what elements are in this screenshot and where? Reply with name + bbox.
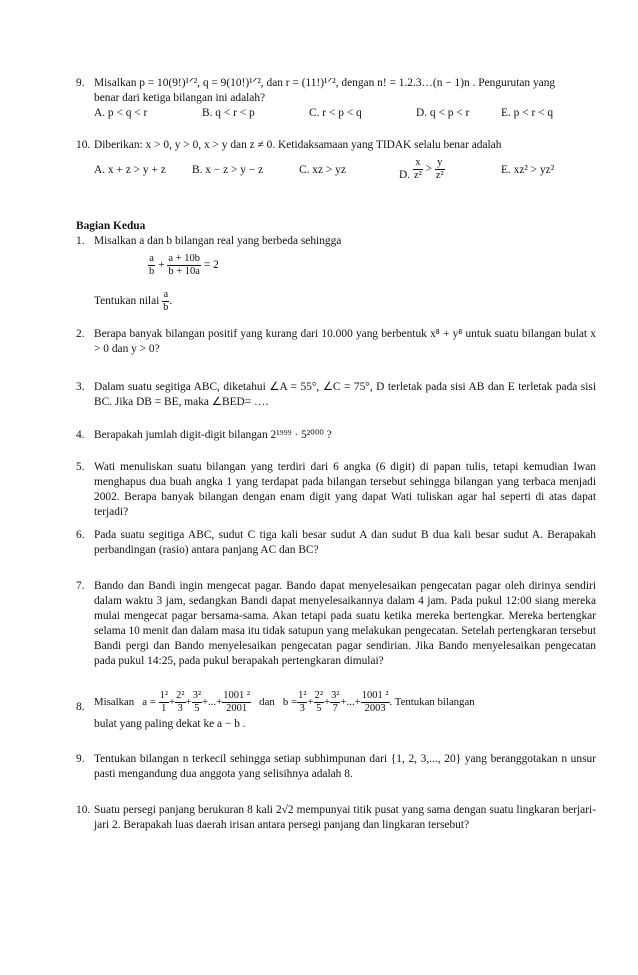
section-title: Bagian Kedua bbox=[76, 220, 146, 232]
question-number: 9. bbox=[76, 77, 85, 89]
option-b: B. x − z > y − z bbox=[192, 164, 264, 176]
part2-question-1 bbox=[76, 234, 596, 314]
equation: $\frac{a}{b}$ + $\frac{a + 10b}{b + 10a}$ = 2 bbox=[149, 253, 219, 277]
option-b: B. q < r < p bbox=[202, 107, 255, 119]
question-text: bulat yang paling dekat ke a − b . bbox=[94, 718, 246, 730]
question-number: 8. bbox=[76, 701, 85, 713]
question-text: Pada suatu segitiga ABC, sudut C tiga kali besar sudut A dan sudut B dua kali besar sudut A. Berapakah perbandingan (rasio) antara panjang AC dan BC? bbox=[94, 529, 596, 556]
question-9-part1 bbox=[76, 76, 596, 121]
part2-question-10 bbox=[76, 803, 596, 833]
part2-question-4 bbox=[76, 428, 596, 443]
part2-question-3 bbox=[76, 380, 596, 410]
option-a: A. x + z > y + z bbox=[94, 164, 166, 176]
question-text: Misalkan a dan b bilangan real yang berbeda sehingga bbox=[94, 235, 342, 247]
part2-question-8 bbox=[76, 690, 596, 732]
question-number: 2. bbox=[76, 328, 85, 340]
question-10-part1 bbox=[76, 138, 596, 183]
question-number: 10. bbox=[76, 139, 91, 151]
fraction: $\frac{a}{b}$ bbox=[163, 289, 169, 313]
question-number: 4. bbox=[76, 429, 85, 441]
question-text: Tentukan bilangan n terkecil sehingga setiap subhimpunan dari {1, 2, 3,..., 20} yang beranggotakan n unsur pasti mengandung dua anggota yang selisihnya adalah 8. bbox=[94, 753, 596, 780]
option-c: C. xz > yz bbox=[299, 164, 346, 176]
answer-options bbox=[94, 157, 596, 183]
question-text: Suatu persegi panjang berukuran 8 kali 2√2 mempunyai titik pusat yang sama dengan suatu lingkaran berjari-jari 2. Berapakah luas daerah irisan antara persegi panjang dan lingkaran tersebut? bbox=[94, 804, 596, 831]
question-text: benar dari ketiga bilangan ini adalah? bbox=[94, 92, 266, 104]
sum-definitions: Misalkan a = $\frac{\text{1²}}{1}$ + $\frac{\text{2²}}{3}$ + $\frac{\text{3²}}{5}$ +...+ $\frac{\text{1001 ²}}{2001}$ dan b = $\frac{\text{1²}}{3}$ + $\frac{\text{2²}}{5}$ + $\frac{\text{3²}}{7}$ +...+ $\frac{\text{1001 ²}}{2003}$ . Tentukan bilangan bbox=[94, 690, 475, 714]
question-number: 5. bbox=[76, 461, 85, 473]
question-text: Berapa banyak bilangan positif yang kurang dari 10.000 yang berbentuk x⁸ + y⁸ untuk suatu bilangan bulat x > 0 dan y > 0? bbox=[94, 328, 596, 355]
option-c: C. r < p < q bbox=[309, 107, 362, 119]
question-number: 10. bbox=[76, 804, 91, 816]
part2-question-2 bbox=[76, 327, 596, 357]
question-number: 7. bbox=[76, 580, 85, 592]
part2-question-9 bbox=[76, 752, 596, 782]
question-text: Dalam suatu segitiga ABC, diketahui ∠A = 55°, ∠C = 75°, D terletak pada sisi AB dan E terletak pada sisi BC. Jika DB = BE, maka ∠BED= …. bbox=[94, 381, 596, 408]
question-text: Berapakah jumlah digit-digit bilangan 2¹⁹⁹⁹ · 5²⁰⁰⁰ ? bbox=[94, 429, 332, 441]
question-number: 1. bbox=[76, 235, 85, 247]
question-text: Diberikan: x > 0, y > 0, x > y dan z ≠ 0. Ketidaksamaan yang TIDAK selalu benar adalah bbox=[94, 139, 502, 151]
part2-question-5 bbox=[76, 460, 596, 520]
question-number: 6. bbox=[76, 529, 85, 541]
fraction: $\frac{a + 10b}{b + 10a}$ bbox=[168, 253, 200, 277]
answer-options bbox=[94, 106, 596, 121]
fraction: $\frac{\text{3²}}{7}$ bbox=[331, 690, 340, 714]
fraction: $\frac{\text{2²}}{3}$ bbox=[176, 690, 185, 714]
question-text: Bando dan Bandi ingin mengecat pagar. Bando dapat menyelesaikan pengecatan pagar oleh dirinya sendiri dalam waktu 3 jam, sedangkan Bandi dapat menyelesaikannya dalam 4 jam. Pada pukul 12:00 siang mereka mulai mengecat pagar bersama-sama. Akan tetapi pada suatu ketika mereka bertengkar. Mereka bertengkar selama 10 menit dan dalam masa itu tidak satupun yang melakukan pengecatan. Setelah pertengkaran tersebut Bandi pergi dan Bando menyelesaikan pengecatan pagar sendirian. Jika Bando menyelesaikan pengecatan pada pukul 14:25, pada pukul berapakah pertengkaran dimulai? bbox=[94, 580, 596, 667]
question-number: 9. bbox=[76, 753, 85, 765]
fraction: $\frac{\text{1²}}{1}$ bbox=[159, 690, 168, 714]
fraction: $\frac{\text{1001 ²}}{2001}$ bbox=[223, 690, 251, 714]
fraction: $\frac{\text{3²}}{5}$ bbox=[192, 690, 201, 714]
fraction: $\frac{\text{1001 ²}}{2003}$ bbox=[361, 690, 389, 714]
section-heading bbox=[76, 219, 596, 234]
part2-question-6 bbox=[76, 528, 596, 558]
fraction: $\frac{y}{\text{z²}}$ bbox=[435, 157, 444, 181]
option-d: D. $\frac{x}{\text{z²}}$ > $\frac{y}{\text{z²}}$ bbox=[399, 157, 444, 182]
question-number: 3. bbox=[76, 381, 85, 393]
option-e: E. xz² > yz² bbox=[501, 164, 555, 176]
fraction: $\frac{\text{1²}}{3}$ bbox=[298, 690, 307, 714]
question-text: Tentukan nilai $\frac{a}{b}$ . bbox=[94, 289, 173, 313]
question-text: Wati menuliskan suatu bilangan yang terdiri dari 6 angka (6 digit) di papan tulis, tetapi kemudian Iwan menghapus dua buah angka 1 yang terdapat pada bilangan tersebut sehingga bilangan yang terbaca menjadi 2002. Berapa banyak bilangan dengan enam digit yang dapat Wati tuliskan agar hal seperti di atas dapat terjadi? bbox=[94, 461, 596, 518]
question-text: Misalkan p = 10(9!)¹ᐟ², q = 9(10!)¹ᐟ², dan r = (11!)¹ᐟ², dengan n! = 1.2.3…(n − 1)n . Pengurutan yang bbox=[94, 77, 556, 89]
fraction: $\frac{\text{2²}}{5}$ bbox=[314, 690, 323, 714]
fraction: $\frac{x}{\text{z²}}$ bbox=[413, 157, 422, 181]
part2-question-7 bbox=[76, 579, 596, 669]
option-a: A. p < q < r bbox=[94, 107, 148, 119]
option-d: D. q < p < r bbox=[416, 107, 470, 119]
fraction: $\frac{a}{b}$ bbox=[149, 253, 155, 277]
option-e: E. p < r < q bbox=[501, 107, 554, 119]
